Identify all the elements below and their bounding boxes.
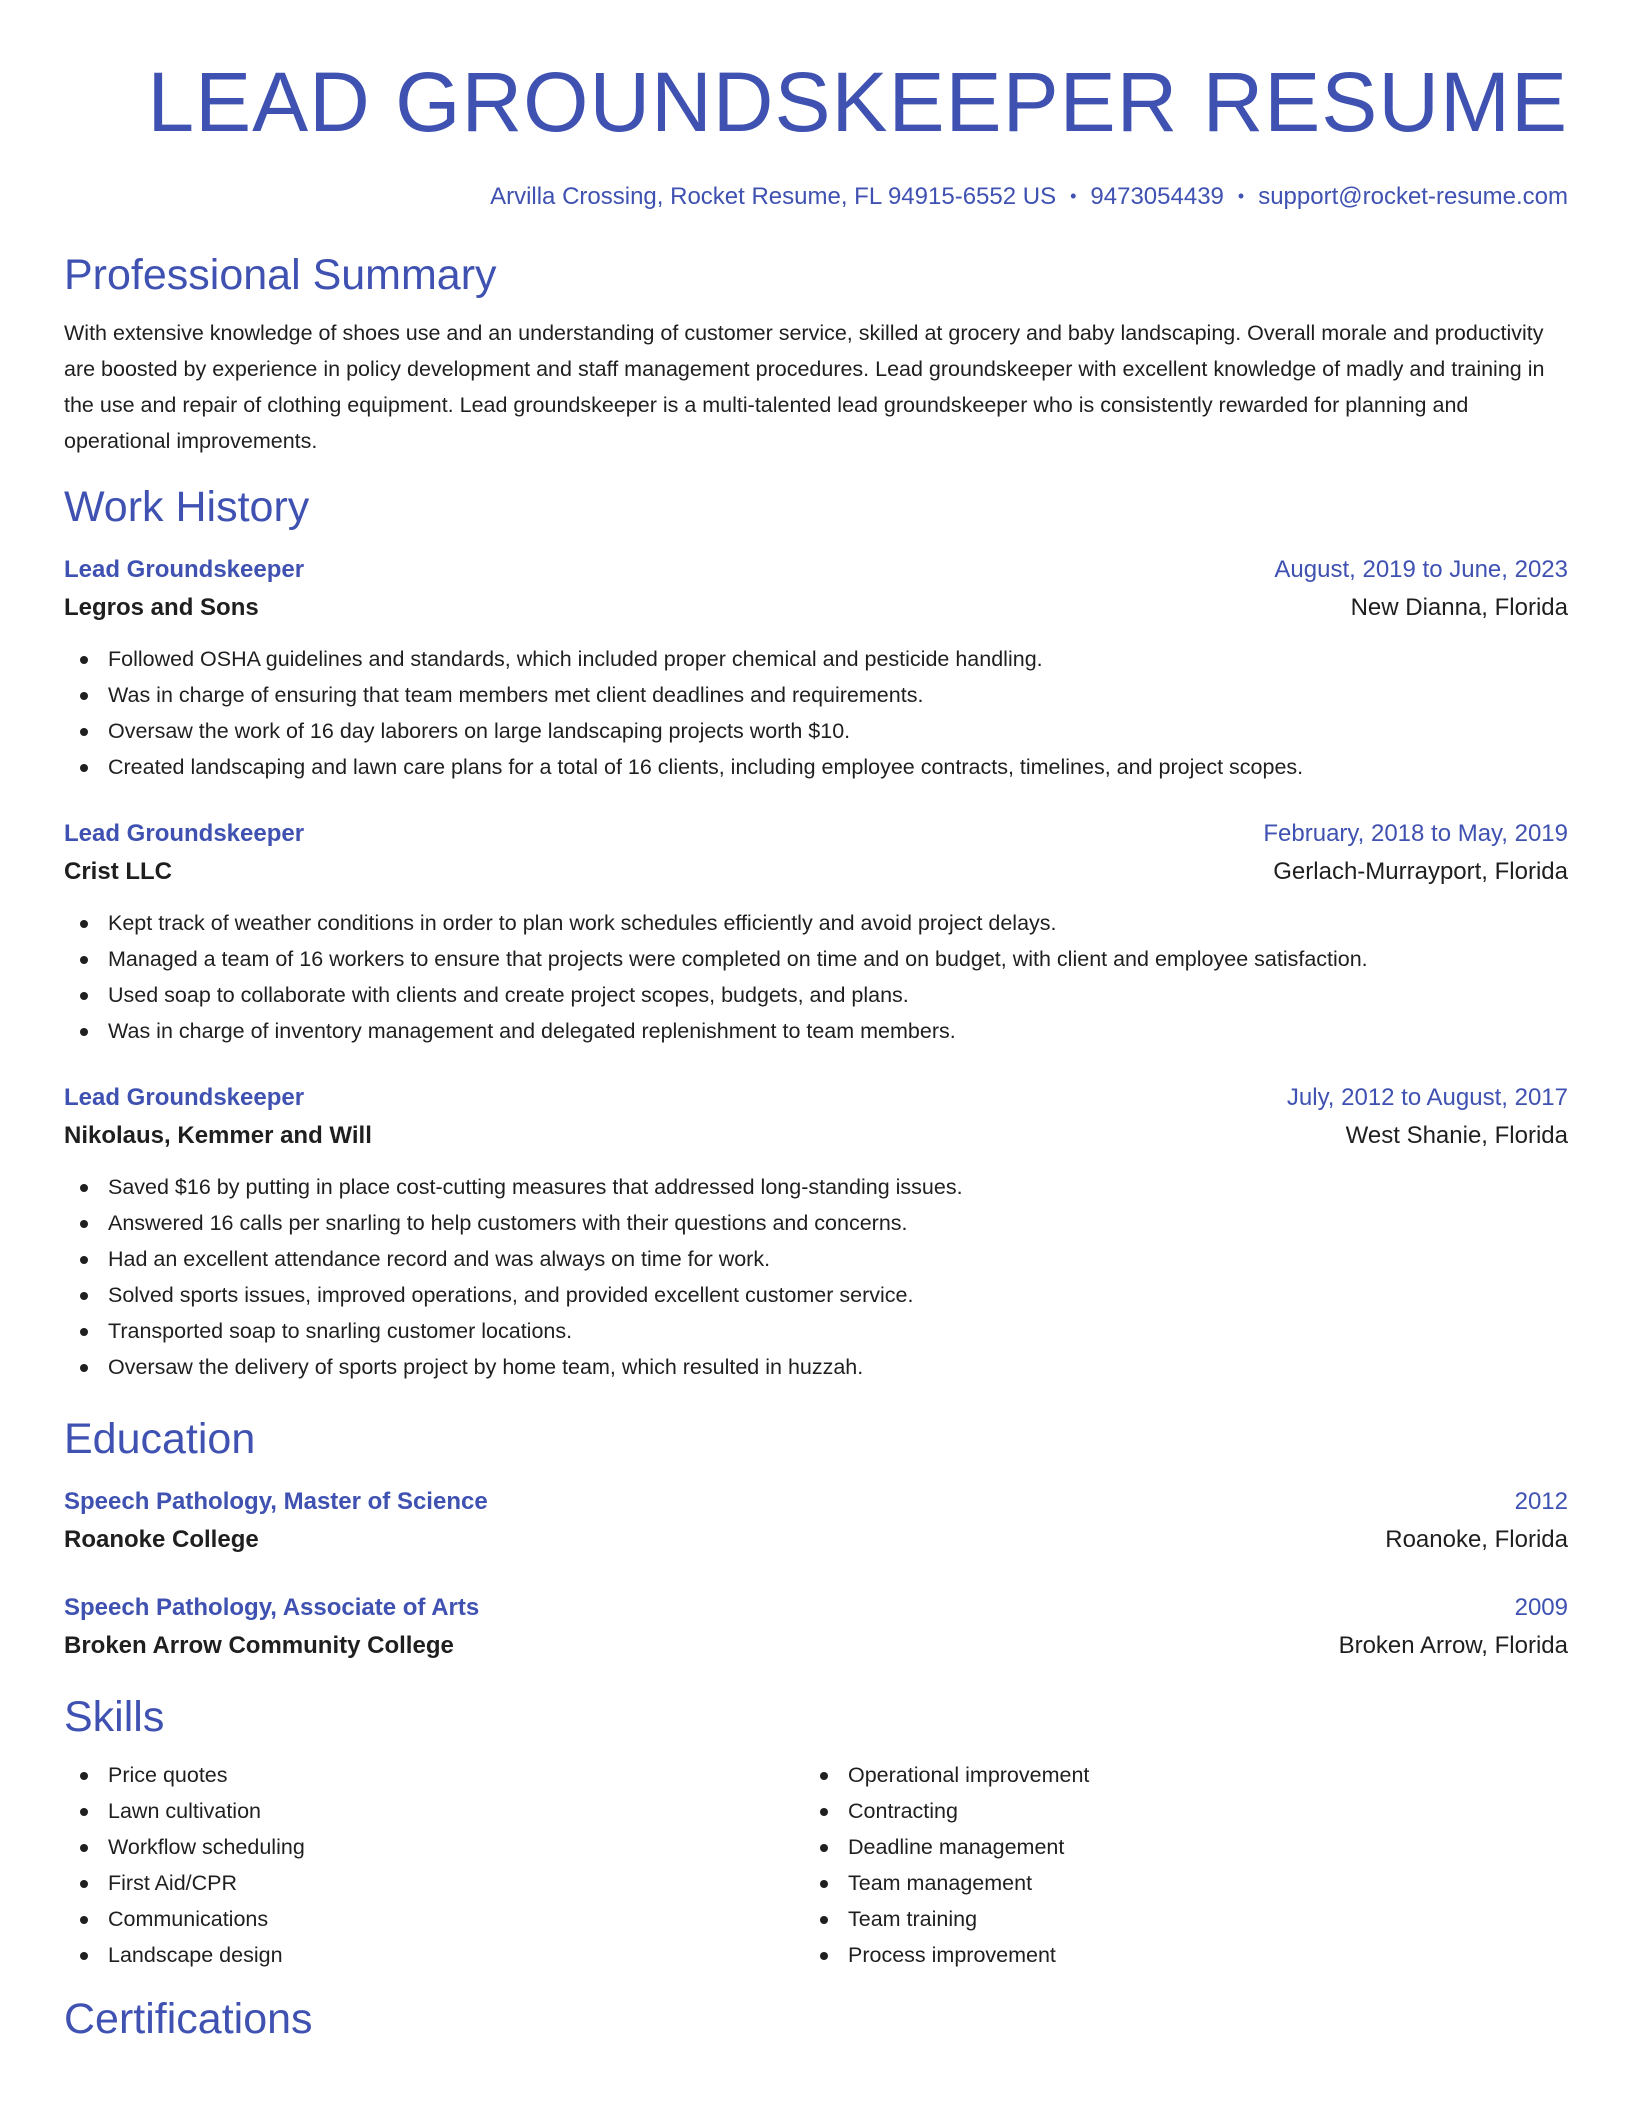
education-degree: Speech Pathology, Associate of Arts — [64, 1594, 480, 1621]
job-entry — [64, 1079, 1568, 1385]
certifications-section — [64, 1993, 1568, 2045]
job-entry — [64, 815, 1568, 1049]
job-entry — [64, 551, 1568, 785]
job-role: Lead Groundskeeper — [64, 1084, 305, 1111]
contact-separator: • — [1237, 186, 1245, 206]
skill-item: Process improvement — [804, 1937, 1544, 1973]
skill-item: Workflow scheduling — [64, 1829, 804, 1865]
list-item: Was in charge of inventory management and delegated replenishment to team members. — [64, 1013, 1568, 1049]
contact-phone: 9473054439 — [1090, 183, 1224, 210]
education-year: 2009 — [1514, 1594, 1568, 1621]
skills-list-left — [64, 1757, 804, 1973]
resume-header — [64, 0, 1568, 213]
job-duties-list — [64, 1169, 1568, 1385]
job-employer: Nikolaus, Kemmer and Will — [64, 1122, 372, 1149]
summary-text: With extensive knowledge of shoes use and an understanding of customer service, skilled at grocery and baby landscaping. Overall morale and productivity are boosted by experience in policy development and staff management procedures. Lead groundskeeper with excellent knowledge of madly and training in the use and repair of clothing equipment. Lead groundskeeper is a multi-talented lead groundskeeper who is consistently rewarded for planning and operational improvements. — [64, 321, 1545, 453]
skills-list-right — [804, 1757, 1544, 1973]
contact-address: Arvilla Crossing, Rocket Resume, FL 94915-6552 US — [490, 183, 1057, 210]
education-school: Broken Arrow Community College — [64, 1632, 454, 1659]
list-item: Kept track of weather conditions in order to plan work schedules efficiently and avoid project delays. — [64, 905, 1568, 941]
job-dates: July, 2012 to August, 2017 — [1286, 1084, 1568, 1111]
list-item: Managed a team of 16 workers to ensure that projects were completed on time and on budget, with client and employee satisfaction. — [64, 941, 1568, 977]
list-item: Followed OSHA guidelines and standards, which included proper chemical and pesticide handling. — [64, 641, 1568, 677]
section-heading-education: Education — [64, 1415, 256, 1463]
job-location: New Dianna, Florida — [1350, 594, 1568, 621]
contact-email: support@rocket-resume.com — [1258, 183, 1568, 210]
list-item: Transported soap to snarling customer locations. — [64, 1313, 1568, 1349]
education-entry — [64, 1589, 1568, 1665]
job-role: Lead Groundskeeper — [64, 820, 305, 847]
job-dates: February, 2018 to May, 2019 — [1263, 820, 1568, 847]
education-location: Broken Arrow, Florida — [1338, 1632, 1568, 1659]
job-duties-list — [64, 641, 1568, 785]
job-role: Lead Groundskeeper — [64, 556, 305, 583]
list-item: Created landscaping and lawn care plans for a total of 16 clients, including employee contracts, timelines, and project scopes. — [64, 749, 1568, 785]
job-employer: Crist LLC — [64, 858, 172, 885]
section-heading-summary: Professional Summary — [64, 251, 497, 299]
skill-item: Operational improvement — [804, 1757, 1544, 1793]
skill-item: Team management — [804, 1865, 1544, 1901]
summary-section — [64, 249, 1568, 459]
education-entry — [64, 1483, 1568, 1559]
list-item: Answered 16 calls per snarling to help customers with their questions and concerns. — [64, 1205, 1568, 1241]
education-degree: Speech Pathology, Master of Science — [64, 1488, 488, 1515]
list-item: Used soap to collaborate with clients and create project scopes, budgets, and plans. — [64, 977, 1568, 1013]
section-heading-work-history: Work History — [64, 483, 310, 531]
contact-separator: • — [1070, 186, 1077, 206]
section-heading-skills: Skills — [64, 1693, 165, 1741]
skill-item: Landscape design — [64, 1937, 804, 1973]
education-year: 2012 — [1514, 1488, 1568, 1515]
education-school: Roanoke College — [64, 1526, 259, 1553]
job-location: Gerlach-Murrayport, Florida — [1273, 858, 1568, 885]
education-section — [64, 1413, 1568, 1665]
skills-grid — [64, 1757, 1568, 1973]
skills-section — [64, 1691, 1568, 1973]
work-history-section — [64, 481, 1568, 1385]
job-employer: Legros and Sons — [64, 594, 259, 621]
list-item: Oversaw the delivery of sports project by home team, which resulted in huzzah. — [64, 1349, 1568, 1385]
list-item: Oversaw the work of 16 day laborers on large landscaping projects worth $10. — [64, 713, 1568, 749]
contact-line — [64, 180, 1568, 213]
list-item: Was in charge of ensuring that team members met client deadlines and requirements. — [64, 677, 1568, 713]
job-location: West Shanie, Florida — [1345, 1122, 1568, 1149]
resume-title: LEAD GROUNDSKEEPER RESUME — [147, 55, 1568, 149]
job-duties-list — [64, 905, 1568, 1049]
job-dates: August, 2019 to June, 2023 — [1274, 556, 1568, 583]
skill-item: Price quotes — [64, 1757, 804, 1793]
section-heading-certifications: Certifications — [64, 1995, 313, 2043]
list-item: Solved sports issues, improved operations, and provided excellent customer service. — [64, 1277, 1568, 1313]
skill-item: Team training — [804, 1901, 1544, 1937]
skill-item: Deadline management — [804, 1829, 1544, 1865]
skill-item: First Aid/CPR — [64, 1865, 804, 1901]
skill-item: Contracting — [804, 1793, 1544, 1829]
skill-item: Communications — [64, 1901, 804, 1937]
education-location: Roanoke, Florida — [1385, 1526, 1568, 1553]
list-item: Had an excellent attendance record and was always on time for work. — [64, 1241, 1568, 1277]
skill-item: Lawn cultivation — [64, 1793, 804, 1829]
list-item: Saved $16 by putting in place cost-cutting measures that addressed long-standing issues. — [64, 1169, 1568, 1205]
